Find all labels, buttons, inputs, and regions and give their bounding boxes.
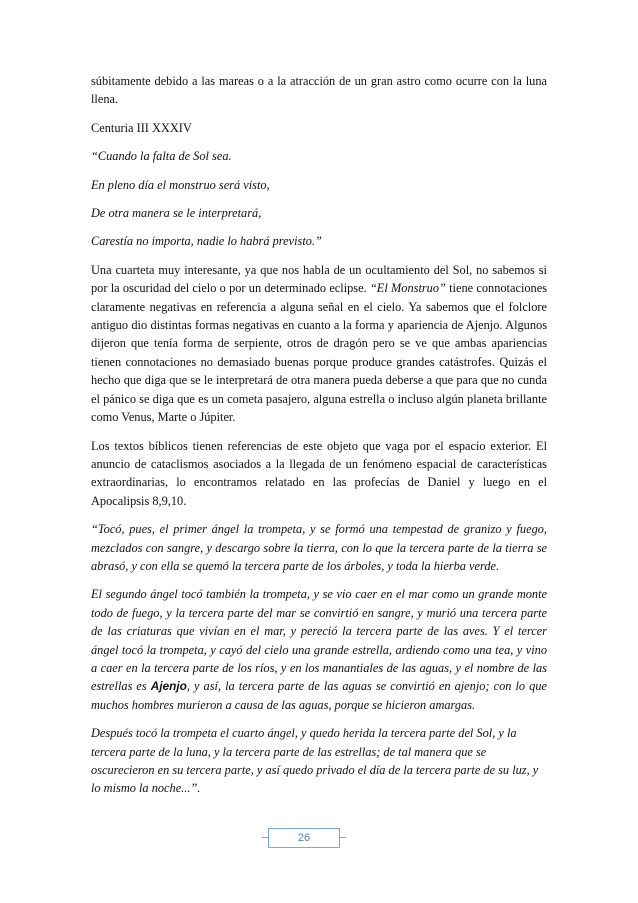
quote-first-angel: “Tocó, pues, el primer ángel la trompeta, y se formó una tempestad de granizo y fuego, mezclados con sangre, y descargo sobre la tierra, con lo que la tercera parte de la tierra se abrasó, y con ella se quemó la tercera parte de los árboles, y toda la hierba verde. <box>91 522 547 573</box>
commentary-text-a: Una cuarteta muy interesante, ya que nos habla de un ocultamiento del Sol, no sabemos si por la oscuridad del cielo o por un determinado eclipse. <box>91 262 547 296</box>
quote-second-third-angel <box>91 585 547 714</box>
verse-line-3: De otra manera se le interpretará, <box>91 206 262 221</box>
verse-line-1: “Cuando la falta de Sol sea. <box>91 149 232 164</box>
quote-fourth-angel: Después tocó la trompeta el cuarto ángel, y quedo herida la tercera parte del Sol, y la tercera parte de la luna, y la tercera parte de las estrellas; de tal manera que se oscurecieron en su tercera parte, y así quedo privado el día de la tercera parte de su luz, y lo mismo la noche...”. <box>91 726 539 796</box>
paragraph-intro: súbitamente debido a las mareas o a la atracción de un gran astro como ocurre con la luna llena. <box>91 74 547 107</box>
page-body <box>91 72 547 808</box>
quote-text-b: , y así, la tercera parte de las aguas se convirtió en ajenjo; con lo que muchos hombres murieron a causa de las aguas, porque se hicieron amargas. <box>91 679 547 712</box>
page-number: 26 <box>268 828 340 848</box>
paragraph-biblical: Los textos bíblicos tienen referencias de este objeto que vaga por el espacio exterior. El anuncio de cataclismos asociados a la llegada de un fenómeno espacial de características extraordinarias, lo encontramos relatado en las profecías de Daniel y luego en el Apocalipsis 8,9,10. <box>91 438 547 508</box>
quote-text-a: El segundo ángel tocó también la trompeta, y se vio caer en el mar como un grande monte todo de fuego, y la tercera parte del mar se convirtió en sangre, y murió una tercera parte de las criaturas que vivían en el mar, y pereció la tercera parte de las aves. Y el tercer ángel tocó la trompeta, y cayó del cielo una grande estrella, ardiendo como una tea, y vino a caer en la tercera parte de los ríos, y en los manantiales de las aguas, y el nombre de las estrellas es <box>91 587 547 694</box>
ajenjo-bold: Ajenjo <box>150 679 187 694</box>
paragraph-commentary <box>91 261 547 427</box>
monstruo-emphasis: “El Monstruo” <box>369 281 446 296</box>
centuria-heading: Centuria III XXXIV <box>91 120 192 135</box>
verse-line-2: En pleno día el monstruo será visto, <box>91 177 270 192</box>
commentary-text-b: tiene connotaciones claramente negativas en referencia a alguna señal en el cielo. Ya sabemos que el folclore antiguo dio distintas formas negativas en cuanto a la forma y apariencia de Ajenjo. Algunos dijeron que tenía forma de serpiente, otros de dragón pero se ve que ambas apariencias tienen connotaciones no demasiado buenas porque produce grandes catástrofes. Quizás el hecho que diga que se le interpretará de otra manera pueda deberse a que para que no cunda el pánico se diga que es un cometa pasajero, alguna estrella o incluso algún planeta brillante como Venus, Marte o Júpiter. <box>91 281 548 425</box>
verse-line-4: Carestía no importa, nadie lo habrá previsto.” <box>91 234 322 249</box>
